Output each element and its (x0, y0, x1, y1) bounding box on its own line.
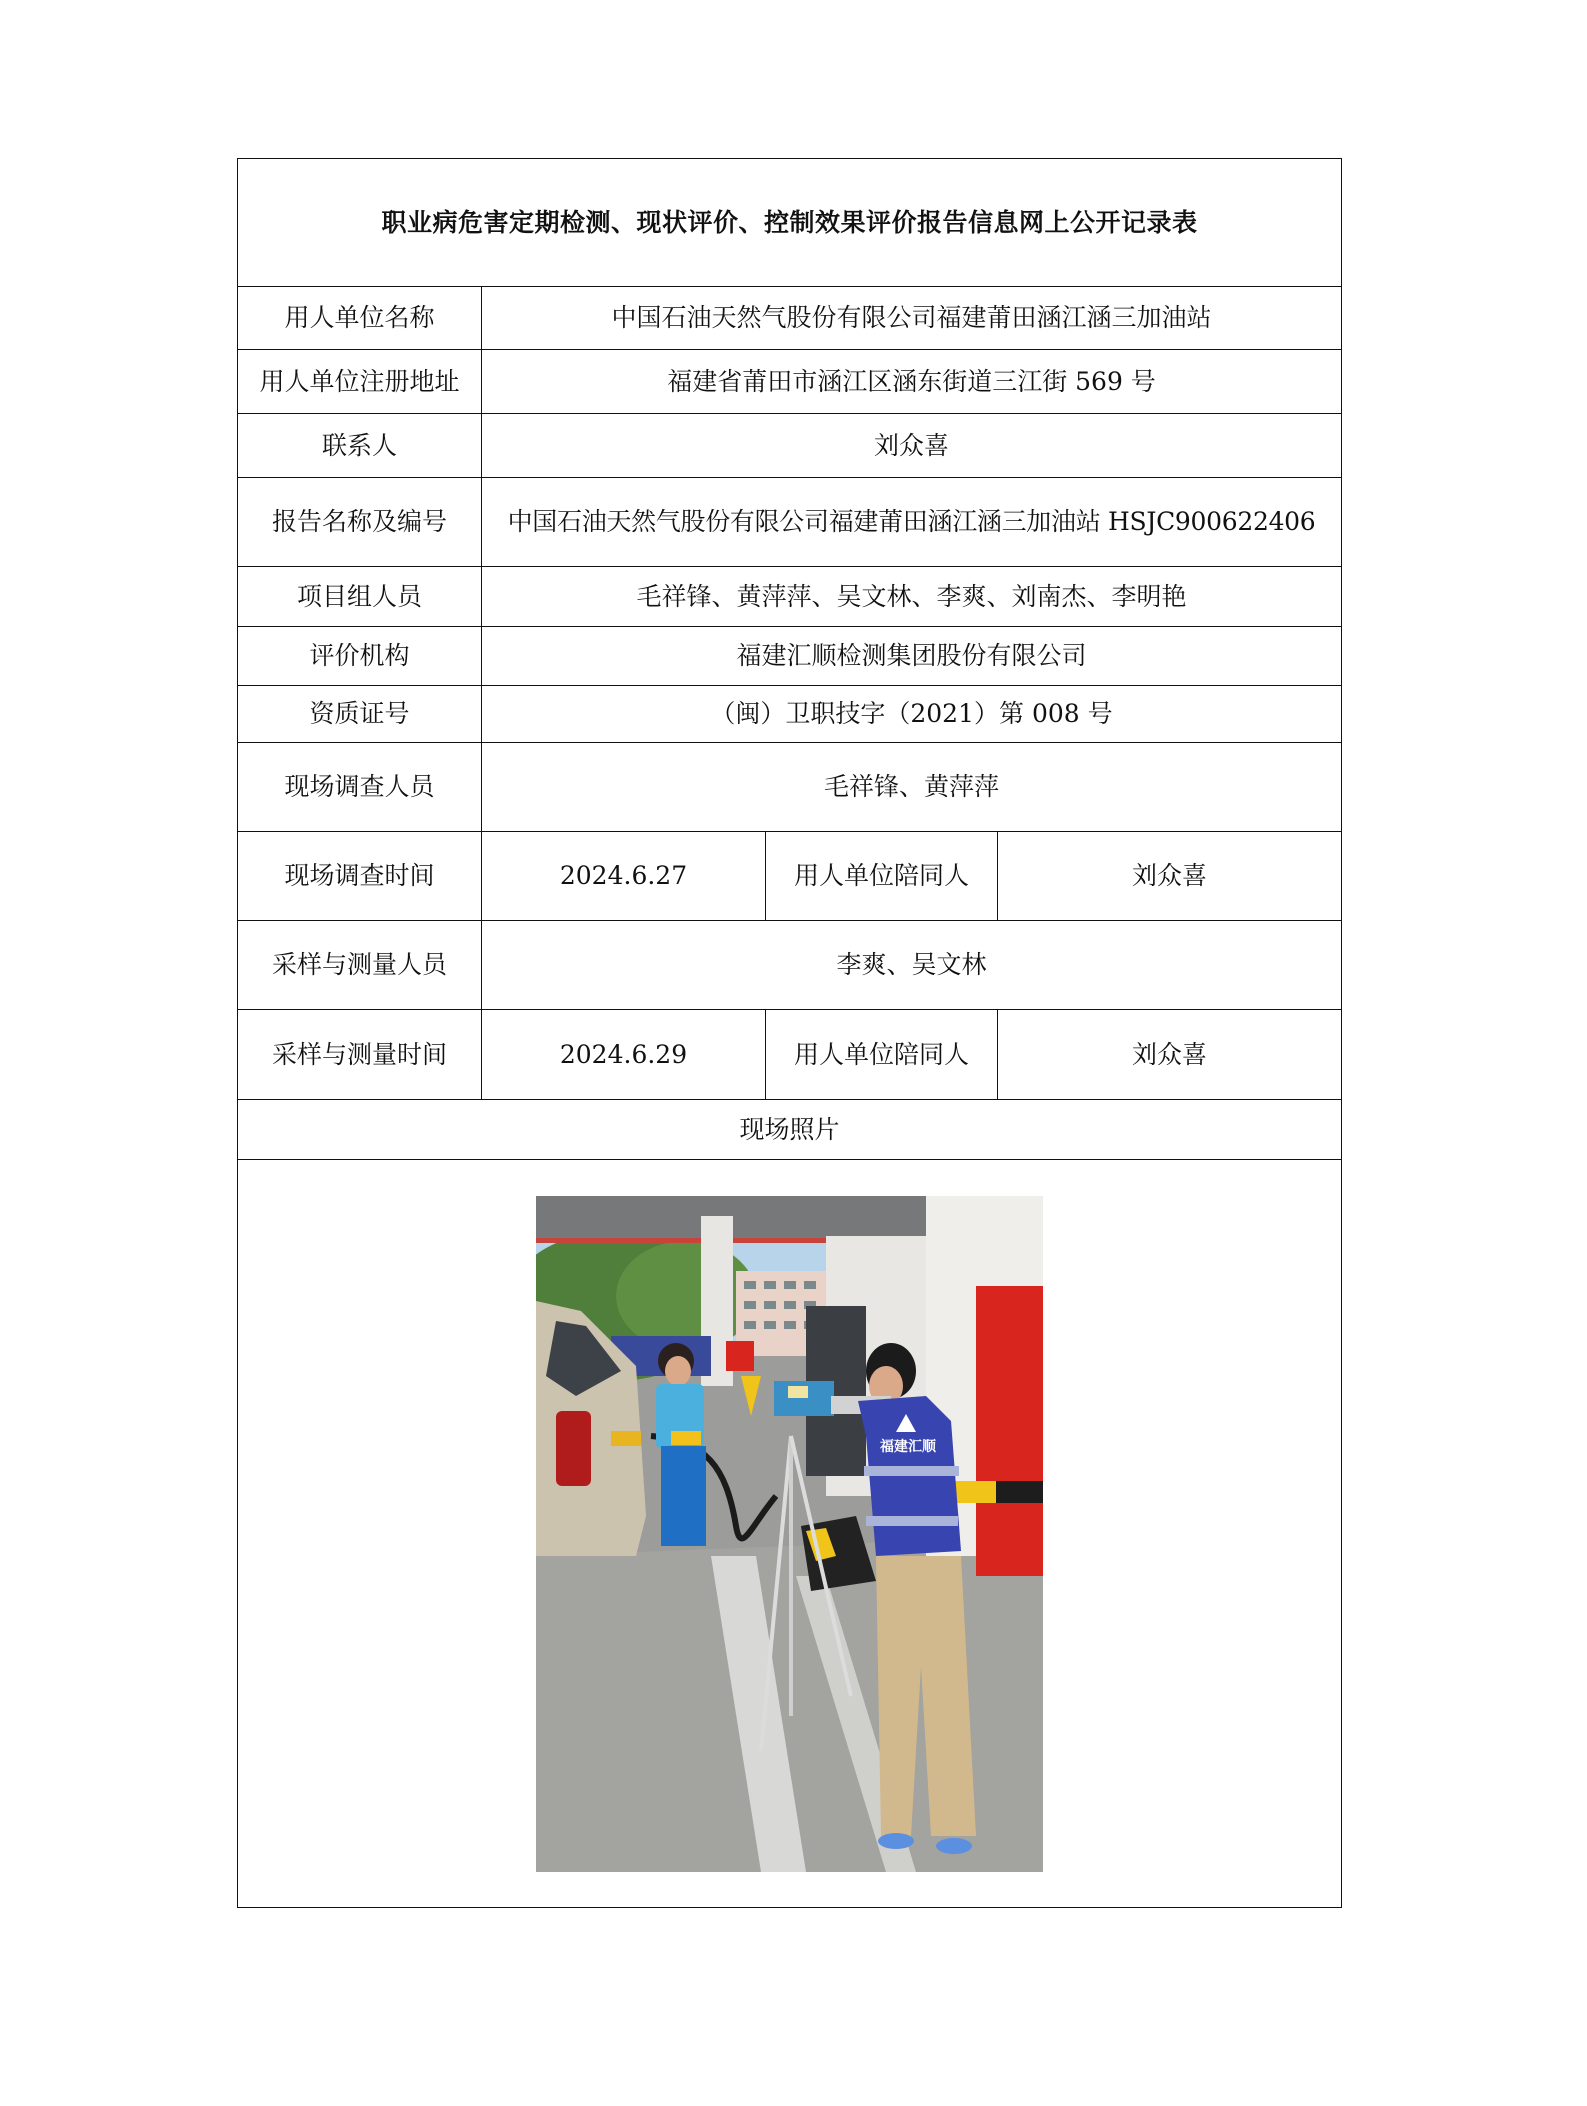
evaluation-org-label: 评价机构 (238, 627, 482, 686)
record-table (237, 158, 1342, 1908)
site-survey-escort-label: 用人单位陪同人 (766, 832, 998, 921)
sampling-time-label: 采样与测量时间 (238, 1010, 482, 1100)
site-survey-time-label: 现场调查时间 (238, 832, 482, 921)
row-site-photo-label (238, 1100, 1342, 1160)
row-employer-name (238, 287, 1342, 350)
sampling-staff-value: 李爽、吴文林 (482, 921, 1342, 1010)
site-survey-staff-value: 毛祥锋、黄萍萍 (482, 743, 1342, 832)
project-team-label: 项目组人员 (238, 567, 482, 627)
row-site-survey-staff (238, 743, 1342, 832)
site-survey-escort-value: 刘众喜 (998, 832, 1342, 921)
project-team-value: 毛祥锋、黄萍萍、吴文林、李爽、刘南杰、李明艳 (482, 567, 1342, 627)
document-title: 职业病危害定期检测、现状评价、控制效果评价报告信息网上公开记录表 (238, 159, 1342, 287)
qualification-label: 资质证号 (238, 686, 482, 743)
vest-text: 福建汇顺 (880, 1438, 936, 1455)
site-photo-cell (238, 1160, 1342, 1908)
contact-label: 联系人 (238, 414, 482, 478)
evaluation-org-value: 福建汇顺检测集团股份有限公司 (482, 627, 1342, 686)
row-evaluation-org (238, 627, 1342, 686)
sampling-escort-value: 刘众喜 (998, 1010, 1342, 1100)
employer-address-value: 福建省莆田市涵江区涵东街道三江街 569 号 (482, 350, 1342, 414)
employer-address-label: 用人单位注册地址 (238, 350, 482, 414)
row-report (238, 478, 1342, 567)
row-contact (238, 414, 1342, 478)
row-project-team (238, 567, 1342, 627)
report-label: 报告名称及编号 (238, 478, 482, 567)
row-employer-address (238, 350, 1342, 414)
row-sampling-time (238, 1010, 1342, 1100)
sampling-time-value: 2024.6.29 (482, 1010, 766, 1100)
qualification-value: （闽）卫职技字（2021）第 008 号 (482, 686, 1342, 743)
row-sampling-staff (238, 921, 1342, 1010)
report-value: 中国石油天然气股份有限公司福建莆田涵江涵三加油站 HSJC900622406 (482, 478, 1342, 567)
row-site-photo (238, 1160, 1342, 1908)
row-site-survey-time (238, 832, 1342, 921)
sampling-escort-label: 用人单位陪同人 (766, 1010, 998, 1100)
site-photo (536, 1196, 1043, 1872)
site-survey-staff-label: 现场调查人员 (238, 743, 482, 832)
contact-value: 刘众喜 (482, 414, 1342, 478)
site-survey-time-value: 2024.6.27 (482, 832, 766, 921)
employer-name-label: 用人单位名称 (238, 287, 482, 350)
site-photo-label: 现场照片 (238, 1100, 1342, 1160)
sampling-staff-label: 采样与测量人员 (238, 921, 482, 1010)
row-qualification (238, 686, 1342, 743)
employer-name-value: 中国石油天然气股份有限公司福建莆田涵江涵三加油站 (482, 287, 1342, 350)
